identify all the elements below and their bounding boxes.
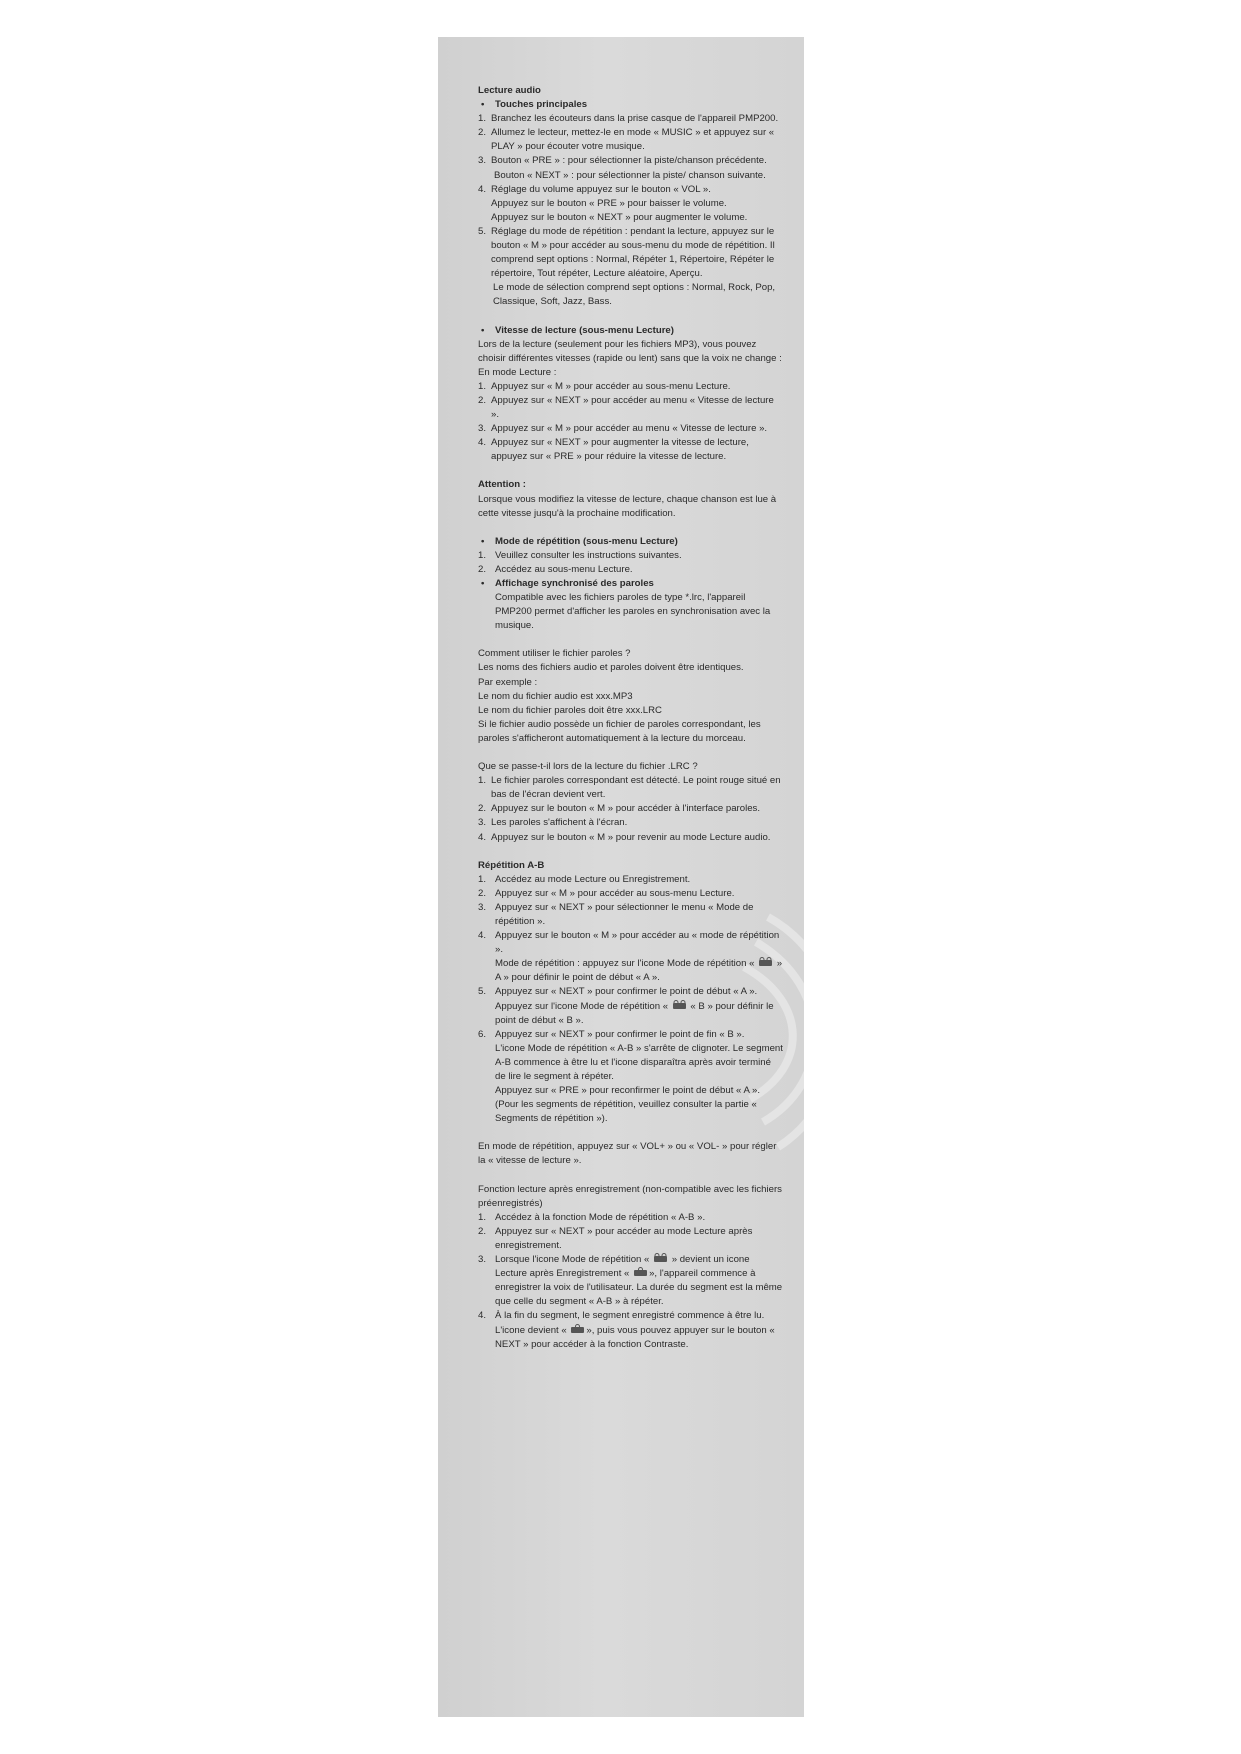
- list-item: 2. Appuyez sur « NEXT » pour accéder au menu « Vitesse de lecture ».: [478, 394, 774, 421]
- repeat-ab-icon: [757, 957, 774, 967]
- list-item: 1. Le fichier paroles correspondant est détecté. Le point rouge situé en bas de l'écran devient vert.: [478, 775, 781, 801]
- bullet-heading: • Mode de répétition (sous-menu Lecture): [478, 535, 783, 549]
- list-item: 3. Lorsque l'icone Mode de répétition « » devient un icone Lecture après Enregistrement « », l'appareil commence à enregistrer la voix de l'utilisateur. La durée du segment est la même que celle du segment « A-B » à répéter.: [478, 1254, 783, 1308]
- list-item: 4. Appuyez sur le bouton « M » pour revenir au mode Lecture audio.: [478, 831, 771, 843]
- repeat-ab-icon: [671, 1000, 688, 1010]
- record-playback-icon: [569, 1324, 586, 1334]
- list-item: 1. Appuyez sur « M » pour accéder au sous-menu Lecture.: [478, 380, 731, 392]
- paragraph: Lors de la lecture (seulement pour les fichiers MP3), vous pouvez choisir différentes vitesses (rapide ou lent) sans que la voix ne change :: [478, 338, 782, 364]
- list-item: 1. Accédez à la fonction Mode de répétition « A-B ».: [478, 1211, 706, 1223]
- list-item: 1. Veuillez consulter les instructions suivantes.: [478, 549, 682, 561]
- list-item: 3. Appuyez sur « NEXT » pour sélectionner le menu « Mode de répétition ».: [478, 901, 754, 927]
- paragraph: En mode Lecture :: [478, 366, 557, 378]
- list-item: 1. Accédez au mode Lecture ou Enregistrement.: [478, 873, 691, 885]
- paragraph: Fonction lecture après enregistrement (non-compatible avec les fichiers préenregistrés): [478, 1183, 782, 1209]
- paragraph: Lorsque vous modifiez la vitesse de lecture, chaque chanson est lue à cette vitesse jusqu'à la prochaine modification.: [478, 493, 777, 519]
- paragraph: Comment utiliser le fichier paroles ?: [478, 648, 631, 660]
- list-item: 3. Les paroles s'affichent à l'écran.: [478, 817, 628, 829]
- section-title: Attention :: [478, 479, 526, 491]
- bullet-heading: • Touches principales: [478, 98, 783, 112]
- list-item: 4. À la fin du segment, le segment enregistré commence à être lu. L'icone devient « », puis vous pouvez appuyer sur le bouton « NEXT » pour accéder à la fonction Contraste.: [478, 1310, 775, 1350]
- repeat-ab-icon: [652, 1253, 669, 1263]
- list-item: 3. Appuyez sur « M » pour accéder au menu « Vitesse de lecture ».: [478, 423, 768, 435]
- list-item: 2. Appuyez sur « M » pour accéder au sous-menu Lecture.: [478, 887, 735, 899]
- paragraph: Les noms des fichiers audio et paroles doivent être identiques.: [478, 662, 744, 674]
- paragraph: Que se passe-t-il lors de la lecture du fichier .LRC ?: [478, 761, 698, 773]
- paragraph: Le nom du fichier paroles doit être xxx.LRC: [478, 704, 662, 716]
- list-item: 4. Réglage du volume appuyez sur le bouton « VOL ». Appuyez sur le bouton « PRE » pour baisser le volume. Appuyez sur le bouton « NEXT » pour augmenter le volume.: [478, 183, 748, 223]
- list-item: 1. Branchez les écouteurs dans la prise casque de l'appareil PMP200.: [478, 113, 779, 125]
- paragraph: Compatible avec les fichiers paroles de type *.lrc, l'appareil PMP200 permet d'afficher les paroles en synchronisation avec la musique.: [495, 592, 771, 632]
- document-text: [478, 84, 783, 1352]
- bullet-heading: • Vitesse de lecture (sous-menu Lecture): [478, 324, 783, 338]
- list-item: 2. Allumez le lecteur, mettez-le en mode « MUSIC » et appuyez sur « PLAY » pour écouter votre musique.: [478, 127, 775, 153]
- leaflet-strip: [438, 37, 804, 1717]
- paragraph: Si le fichier audio possède un fichier de paroles correspondant, les paroles s'afficheront automatiquement à la lecture du morceau.: [478, 718, 761, 744]
- list-item: 4. Appuyez sur « NEXT » pour augmenter la vitesse de lecture, appuyez sur « PRE » pour réduire la vitesse de lecture.: [478, 437, 749, 463]
- list-item: 2. Appuyez sur le bouton « M » pour accéder à l'interface paroles.: [478, 803, 761, 815]
- list-item: 6. Appuyez sur « NEXT » pour confirmer le point de fin « B ». L'icone Mode de répétition « A-B » s'arrête de clignoter. Le segment A-B commence à être lu et l'icone disparaîtra après avoir terminé de lire le segment à répéter. Appuyez sur « PRE » pour reconfirmer le point de début « A ». (Pour les segments de répétition, veuillez consulter la partie « Segments de répétition »).: [478, 1028, 783, 1125]
- section-title: Lecture audio: [478, 85, 541, 96]
- paragraph: Le nom du fichier audio est xxx.MP3: [478, 690, 633, 702]
- bullet-heading: • Affichage synchronisé des paroles: [478, 577, 783, 591]
- record-playback-icon: [632, 1267, 649, 1277]
- list-item: 3. Bouton « PRE » : pour sélectionner la piste/chanson précédente. Bouton « NEXT » : pour sélectionner la piste/ chanson suivante.: [478, 155, 767, 181]
- list-item: 5. Appuyez sur « NEXT » pour confirmer le point de début « A ». Appuyez sur l'icone Mode de répétition « « B » pour définir le point de début « B ».: [478, 986, 774, 1026]
- section-title: Répétition A-B: [478, 859, 545, 871]
- paragraph: Par exemple :: [478, 676, 538, 688]
- list-item: 5. Réglage du mode de répétition : pendant la lecture, appuyez sur le bouton « M » pour accéder au sous-menu du mode de répétition. Il comprend sept options : Normal, Répéter 1, Répertoire, Répéter le répertoire, Tout répéter, Lecture aléatoire, Aperçu. Le mode de sélection comprend sept options : Normal, Rock, Pop, Classique, Soft, Jazz, Bass.: [478, 225, 776, 308]
- paragraph: En mode de répétition, appuyez sur « VOL+ » ou « VOL- » pour régler la « vitesse de lecture ».: [478, 1141, 777, 1167]
- list-item: 2. Accédez au sous-menu Lecture.: [478, 563, 633, 575]
- list-item: 2. Appuyez sur « NEXT » pour accéder au mode Lecture après enregistrement.: [478, 1225, 753, 1251]
- list-item: 4. Appuyez sur le bouton « M » pour accéder au « mode de répétition ». Mode de répétition : appuyez sur l'icone Mode de répétition « » A » pour définir le point de début « A ».: [478, 930, 783, 984]
